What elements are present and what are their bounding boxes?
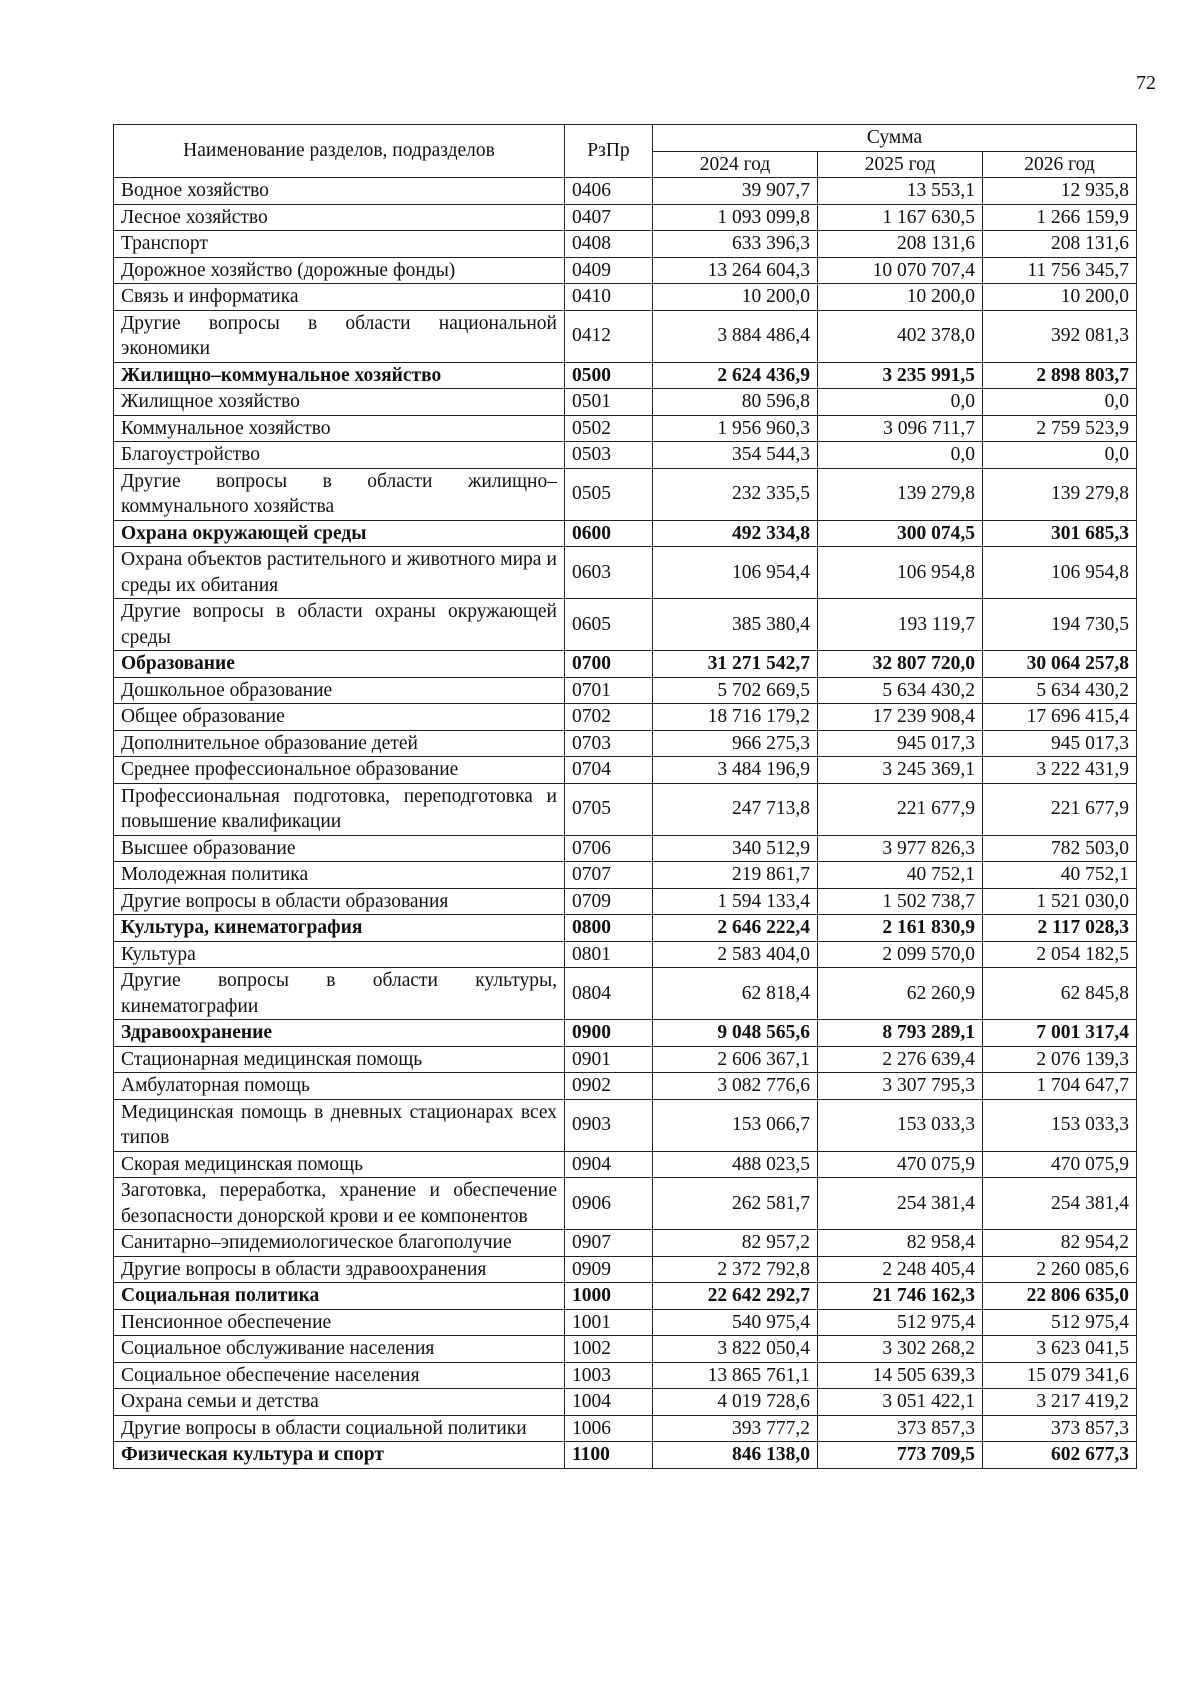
table-row (114, 389, 1137, 416)
row-value-2024: 82 957,2 (653, 1230, 818, 1257)
row-name: Коммунальное хозяйство (114, 415, 565, 442)
row-code: 0701 (565, 677, 653, 704)
row-name: Жилищно–коммунальное хозяйство (114, 362, 565, 389)
header-year-2026: 2026 год (983, 151, 1137, 178)
row-value-2025: 106 954,8 (818, 547, 983, 599)
row-value-2024: 966 275,3 (653, 730, 818, 757)
row-value-2026: 30 064 257,8 (983, 651, 1137, 678)
row-value-2026: 2 054 182,5 (983, 941, 1137, 968)
section-row (114, 1020, 1137, 1047)
row-value-2024: 633 396,3 (653, 231, 818, 258)
row-name: Водное хозяйство (114, 178, 565, 205)
table-row (114, 704, 1137, 731)
page-number: 72 (1136, 72, 1156, 94)
row-value-2026: 22 806 635,0 (983, 1283, 1137, 1310)
row-value-2024: 232 335,5 (653, 468, 818, 520)
row-name: Благоустройство (114, 442, 565, 469)
row-code: 0505 (565, 468, 653, 520)
row-value-2026: 82 954,2 (983, 1230, 1137, 1257)
row-value-2024: 4 019 728,6 (653, 1389, 818, 1416)
row-value-2025: 17 239 908,4 (818, 704, 983, 731)
table-row (114, 415, 1137, 442)
table-row (114, 547, 1137, 599)
row-value-2026: 3 623 041,5 (983, 1336, 1137, 1363)
row-value-2025: 773 709,5 (818, 1442, 983, 1469)
row-value-2025: 3 235 991,5 (818, 362, 983, 389)
row-code: 0605 (565, 599, 653, 651)
header-sum: Сумма (653, 125, 1137, 152)
row-name: Стационарная медицинская помощь (114, 1046, 565, 1073)
row-value-2026: 0,0 (983, 389, 1137, 416)
row-code: 0503 (565, 442, 653, 469)
row-value-2026: 1 704 647,7 (983, 1073, 1137, 1100)
table-row (114, 231, 1137, 258)
table-row (114, 1309, 1137, 1336)
table-row (114, 1151, 1137, 1178)
row-value-2026: 782 503,0 (983, 835, 1137, 862)
row-value-2025: 2 099 570,0 (818, 941, 983, 968)
row-value-2026: 1 521 030,0 (983, 888, 1137, 915)
row-value-2024: 2 646 222,4 (653, 915, 818, 942)
row-value-2024: 2 624 436,9 (653, 362, 818, 389)
row-value-2025: 945 017,3 (818, 730, 983, 757)
row-name: Жилищное хозяйство (114, 389, 565, 416)
row-value-2026: 139 279,8 (983, 468, 1137, 520)
row-name: Другие вопросы в области здравоохранения (114, 1256, 565, 1283)
section-row (114, 1442, 1137, 1469)
header-year-2024: 2024 год (653, 151, 818, 178)
table-row (114, 1336, 1137, 1363)
row-value-2025: 0,0 (818, 389, 983, 416)
row-value-2025: 3 096 711,7 (818, 415, 983, 442)
row-code: 0704 (565, 757, 653, 784)
row-name: Образование (114, 651, 565, 678)
row-value-2025: 2 161 830,9 (818, 915, 983, 942)
row-value-2025: 373 857,3 (818, 1415, 983, 1442)
row-value-2026: 62 845,8 (983, 968, 1137, 1020)
row-name: Дополнительное образование детей (114, 730, 565, 757)
row-value-2024: 18 716 179,2 (653, 704, 818, 731)
table-row (114, 941, 1137, 968)
row-value-2024: 13 264 604,3 (653, 257, 818, 284)
section-row (114, 651, 1137, 678)
row-code: 0502 (565, 415, 653, 442)
table-row (114, 888, 1137, 915)
table-row (114, 862, 1137, 889)
row-value-2024: 540 975,4 (653, 1309, 818, 1336)
row-value-2024: 3 484 196,9 (653, 757, 818, 784)
table-row (114, 599, 1137, 651)
row-value-2025: 2 276 639,4 (818, 1046, 983, 1073)
row-name: Санитарно–эпидемиологическое благополучие (114, 1230, 565, 1257)
row-code: 1006 (565, 1415, 653, 1442)
row-name: Здравоохранение (114, 1020, 565, 1047)
table-row (114, 1046, 1137, 1073)
row-code: 1004 (565, 1389, 653, 1416)
row-value-2026: 194 730,5 (983, 599, 1137, 651)
table-row (114, 835, 1137, 862)
row-value-2025: 153 033,3 (818, 1099, 983, 1151)
row-value-2025: 3 051 422,1 (818, 1389, 983, 1416)
section-row (114, 1283, 1137, 1310)
table-row (114, 1256, 1137, 1283)
row-name: Охрана окружающей среды (114, 520, 565, 547)
table-row (114, 257, 1137, 284)
row-value-2024: 2 606 367,1 (653, 1046, 818, 1073)
row-value-2026: 470 075,9 (983, 1151, 1137, 1178)
row-code: 0709 (565, 888, 653, 915)
row-name: Социальное обеспечение населения (114, 1362, 565, 1389)
row-value-2024: 492 334,8 (653, 520, 818, 547)
row-value-2026: 17 696 415,4 (983, 704, 1137, 731)
row-value-2025: 13 553,1 (818, 178, 983, 205)
row-name: Социальная политика (114, 1283, 565, 1310)
row-value-2025: 193 119,7 (818, 599, 983, 651)
row-code: 0603 (565, 547, 653, 599)
row-name: Среднее профессиональное образование (114, 757, 565, 784)
row-value-2026: 221 677,9 (983, 783, 1137, 835)
row-name: Другие вопросы в области культуры, кинематографии (114, 968, 565, 1020)
row-value-2026: 10 200,0 (983, 284, 1137, 311)
header-code: РзПр (565, 125, 653, 178)
row-value-2025: 470 075,9 (818, 1151, 983, 1178)
table-row (114, 968, 1137, 1020)
header-name: Наименование разделов, подразделов (114, 125, 565, 178)
row-value-2025: 139 279,8 (818, 468, 983, 520)
row-code: 0700 (565, 651, 653, 678)
row-value-2026: 2 759 523,9 (983, 415, 1137, 442)
row-name: Связь и информатика (114, 284, 565, 311)
row-code: 0909 (565, 1256, 653, 1283)
table-row (114, 1178, 1137, 1230)
row-value-2025: 40 752,1 (818, 862, 983, 889)
row-value-2025: 0,0 (818, 442, 983, 469)
row-code: 0906 (565, 1178, 653, 1230)
row-value-2026: 0,0 (983, 442, 1137, 469)
row-code: 1100 (565, 1442, 653, 1469)
row-code: 0702 (565, 704, 653, 731)
row-value-2026: 7 001 317,4 (983, 1020, 1137, 1047)
row-code: 0903 (565, 1099, 653, 1151)
row-value-2025: 10 200,0 (818, 284, 983, 311)
row-value-2024: 106 954,4 (653, 547, 818, 599)
row-value-2024: 393 777,2 (653, 1415, 818, 1442)
row-value-2025: 1 502 738,7 (818, 888, 983, 915)
row-code: 1000 (565, 1283, 653, 1310)
row-value-2025: 3 977 826,3 (818, 835, 983, 862)
row-name: Охрана семьи и детства (114, 1389, 565, 1416)
header-year-2025: 2025 год (818, 151, 983, 178)
row-value-2026: 392 081,3 (983, 310, 1137, 362)
row-value-2025: 3 302 268,2 (818, 1336, 983, 1363)
row-value-2026: 11 756 345,7 (983, 257, 1137, 284)
row-value-2025: 221 677,9 (818, 783, 983, 835)
row-name: Другие вопросы в области жилищно–коммунального хозяйства (114, 468, 565, 520)
row-value-2026: 945 017,3 (983, 730, 1137, 757)
row-code: 1002 (565, 1336, 653, 1363)
row-value-2025: 21 746 162,3 (818, 1283, 983, 1310)
row-value-2024: 10 200,0 (653, 284, 818, 311)
section-row (114, 520, 1137, 547)
row-name: Другие вопросы в области охраны окружающей среды (114, 599, 565, 651)
row-value-2024: 13 865 761,1 (653, 1362, 818, 1389)
table-row (114, 204, 1137, 231)
row-code: 0408 (565, 231, 653, 258)
row-value-2026: 301 685,3 (983, 520, 1137, 547)
table-row (114, 730, 1137, 757)
row-value-2025: 5 634 430,2 (818, 677, 983, 704)
row-value-2026: 2 076 139,3 (983, 1046, 1137, 1073)
row-name: Амбулаторная помощь (114, 1073, 565, 1100)
table-row (114, 310, 1137, 362)
row-value-2025: 2 248 405,4 (818, 1256, 983, 1283)
row-code: 1003 (565, 1362, 653, 1389)
row-value-2025: 300 074,5 (818, 520, 983, 547)
row-code: 1001 (565, 1309, 653, 1336)
row-name: Лесное хозяйство (114, 204, 565, 231)
row-value-2026: 373 857,3 (983, 1415, 1137, 1442)
row-value-2025: 1 167 630,5 (818, 204, 983, 231)
row-value-2026: 3 217 419,2 (983, 1389, 1137, 1416)
row-code: 0600 (565, 520, 653, 547)
row-name: Дорожное хозяйство (дорожные фонды) (114, 257, 565, 284)
row-value-2026: 12 935,8 (983, 178, 1137, 205)
row-code: 0410 (565, 284, 653, 311)
row-name: Пенсионное обеспечение (114, 1309, 565, 1336)
table-row (114, 783, 1137, 835)
section-row (114, 362, 1137, 389)
row-code: 0904 (565, 1151, 653, 1178)
row-code: 0901 (565, 1046, 653, 1073)
row-value-2026: 208 131,6 (983, 231, 1137, 258)
row-code: 0501 (565, 389, 653, 416)
row-value-2025: 208 131,6 (818, 231, 983, 258)
table-row (114, 677, 1137, 704)
row-name: Профессиональная подготовка, переподготовка и повышение квалификации (114, 783, 565, 835)
row-name: Другие вопросы в области социальной политики (114, 1415, 565, 1442)
row-name: Физическая культура и спорт (114, 1442, 565, 1469)
row-code: 0407 (565, 204, 653, 231)
row-value-2024: 9 048 565,6 (653, 1020, 818, 1047)
row-code: 0707 (565, 862, 653, 889)
row-value-2025: 3 307 795,3 (818, 1073, 983, 1100)
row-value-2026: 153 033,3 (983, 1099, 1137, 1151)
row-value-2025: 254 381,4 (818, 1178, 983, 1230)
row-code: 0500 (565, 362, 653, 389)
row-value-2024: 247 713,8 (653, 783, 818, 835)
budget-table (113, 124, 1137, 1469)
row-value-2025: 8 793 289,1 (818, 1020, 983, 1047)
row-name: Охрана объектов растительного и животного мира и среды их обитания (114, 547, 565, 599)
row-name: Культура, кинематография (114, 915, 565, 942)
row-value-2024: 80 596,8 (653, 389, 818, 416)
row-value-2025: 10 070 707,4 (818, 257, 983, 284)
row-value-2024: 2 583 404,0 (653, 941, 818, 968)
row-code: 0801 (565, 941, 653, 968)
row-value-2024: 62 818,4 (653, 968, 818, 1020)
table-row (114, 284, 1137, 311)
row-value-2024: 3 822 050,4 (653, 1336, 818, 1363)
table-row (114, 1230, 1137, 1257)
row-name: Общее образование (114, 704, 565, 731)
row-value-2026: 1 266 159,9 (983, 204, 1137, 231)
row-code: 0706 (565, 835, 653, 862)
row-code: 0705 (565, 783, 653, 835)
row-value-2025: 3 245 369,1 (818, 757, 983, 784)
row-name: Другие вопросы в области национальной экономики (114, 310, 565, 362)
row-name: Заготовка, переработка, хранение и обеспечение безопасности донорской крови и ее компонентов (114, 1178, 565, 1230)
table-row (114, 1389, 1137, 1416)
row-code: 0800 (565, 915, 653, 942)
table-row (114, 468, 1137, 520)
row-name: Дошкольное образование (114, 677, 565, 704)
row-value-2026: 254 381,4 (983, 1178, 1137, 1230)
section-row (114, 915, 1137, 942)
row-value-2025: 82 958,4 (818, 1230, 983, 1257)
row-name: Транспорт (114, 231, 565, 258)
row-value-2024: 3 082 776,6 (653, 1073, 818, 1100)
row-value-2025: 14 505 639,3 (818, 1362, 983, 1389)
row-value-2025: 62 260,9 (818, 968, 983, 1020)
row-value-2026: 40 752,1 (983, 862, 1137, 889)
row-name: Молодежная политика (114, 862, 565, 889)
row-value-2024: 262 581,7 (653, 1178, 818, 1230)
row-value-2026: 106 954,8 (983, 547, 1137, 599)
table-row (114, 1415, 1137, 1442)
row-value-2026: 2 117 028,3 (983, 915, 1137, 942)
row-value-2024: 2 372 792,8 (653, 1256, 818, 1283)
row-value-2025: 402 378,0 (818, 310, 983, 362)
row-value-2026: 2 898 803,7 (983, 362, 1137, 389)
row-code: 0902 (565, 1073, 653, 1100)
row-value-2024: 846 138,0 (653, 1442, 818, 1469)
row-value-2024: 340 512,9 (653, 835, 818, 862)
row-value-2026: 15 079 341,6 (983, 1362, 1137, 1389)
table-row (114, 178, 1137, 205)
table-row (114, 1362, 1137, 1389)
row-name: Скорая медицинская помощь (114, 1151, 565, 1178)
row-code: 0804 (565, 968, 653, 1020)
table-row (114, 1099, 1137, 1151)
row-value-2024: 31 271 542,7 (653, 651, 818, 678)
row-code: 0703 (565, 730, 653, 757)
table-row (114, 757, 1137, 784)
row-value-2026: 512 975,4 (983, 1309, 1137, 1336)
row-code: 0907 (565, 1230, 653, 1257)
row-value-2024: 1 093 099,8 (653, 204, 818, 231)
row-code: 0412 (565, 310, 653, 362)
row-name: Медицинская помощь в дневных стационарах всех типов (114, 1099, 565, 1151)
row-code: 0900 (565, 1020, 653, 1047)
table-header (114, 125, 1137, 178)
row-value-2024: 22 642 292,7 (653, 1283, 818, 1310)
row-value-2024: 488 023,5 (653, 1151, 818, 1178)
row-value-2024: 39 907,7 (653, 178, 818, 205)
row-value-2024: 3 884 486,4 (653, 310, 818, 362)
row-value-2024: 1 956 960,3 (653, 415, 818, 442)
row-name: Социальное обслуживание населения (114, 1336, 565, 1363)
row-value-2025: 32 807 720,0 (818, 651, 983, 678)
row-value-2024: 385 380,4 (653, 599, 818, 651)
row-code: 0409 (565, 257, 653, 284)
row-value-2024: 153 066,7 (653, 1099, 818, 1151)
row-value-2024: 354 544,3 (653, 442, 818, 469)
row-value-2026: 5 634 430,2 (983, 677, 1137, 704)
row-value-2024: 5 702 669,5 (653, 677, 818, 704)
row-name: Культура (114, 941, 565, 968)
row-name: Другие вопросы в области образования (114, 888, 565, 915)
table-row (114, 1073, 1137, 1100)
row-value-2024: 219 861,7 (653, 862, 818, 889)
row-value-2026: 3 222 431,9 (983, 757, 1137, 784)
row-value-2026: 2 260 085,6 (983, 1256, 1137, 1283)
row-value-2025: 512 975,4 (818, 1309, 983, 1336)
row-value-2026: 602 677,3 (983, 1442, 1137, 1469)
table-body (114, 178, 1137, 1469)
row-code: 0406 (565, 178, 653, 205)
row-name: Высшее образование (114, 835, 565, 862)
row-value-2024: 1 594 133,4 (653, 888, 818, 915)
table-row (114, 442, 1137, 469)
